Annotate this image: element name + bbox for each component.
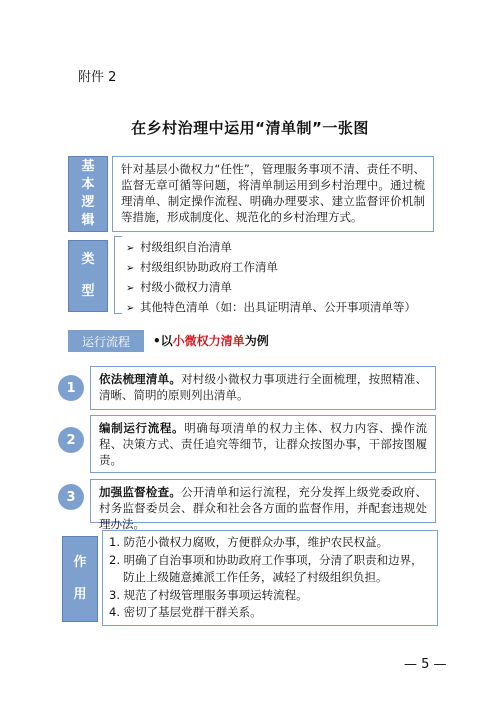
types-tag-char: 型	[81, 284, 95, 299]
list-item: 2. 明确了自治事项和协助政府工作事项，分清了职责和边界，	[109, 552, 423, 567]
page-title: 在乡村治理中运用“清单制”一张图	[131, 119, 369, 137]
logic-tag-char: 基	[81, 159, 95, 174]
effect-tag	[62, 536, 98, 622]
effect-tag-char: 用	[73, 587, 87, 602]
types-tag	[68, 240, 108, 312]
step-text: 对村级小微权力事项进行全面梳理，按照精准、清晰、简明的原则列出清单。	[99, 372, 428, 402]
arrow-icon: ➢	[126, 283, 135, 294]
step-heading: 加强监督检查。	[99, 485, 182, 499]
step-heading: 依法梳理清单。	[99, 372, 182, 386]
flow-note: •以小微权力清单为例	[153, 334, 269, 348]
logic-tag-char: 本	[81, 177, 95, 192]
types-tag-char: 类	[81, 252, 95, 267]
step-number: 1	[58, 375, 84, 401]
list-item: ➢ 村级组织协助政府工作清单	[126, 258, 416, 278]
list-item: 4. 密切了基层党群干群关系。	[109, 605, 262, 619]
list-item: 防止上级随意摊派工作任务，减轻了村级组织负担。	[123, 570, 388, 584]
logic-tag-char: 逻	[81, 195, 95, 210]
page-number: — 5 —	[404, 657, 447, 672]
list-item: ➢ 村级组织自治清单	[126, 238, 416, 258]
arrow-icon: ➢	[126, 243, 135, 254]
flow-label: 运行流程	[68, 330, 144, 352]
logic-text: 针对基层小微权力“任性”，管理服务事项不清、责任不明、监督无章可循等问题，将清单制运用到乡村治理中。通过梳理清单、制定操作流程、明确办理要求、建立监督评价机制等措施，形成制度化、规范化的乡村治理方式。	[121, 162, 425, 224]
step-text: 公开清单和运行流程，充分发挥上级党委政府、村务监督委员会、群众和社会各方面的监督作用，并配套违规处理办法。	[99, 485, 428, 531]
list-item: 3. 规范了村级管理服务事项运转流程。	[109, 587, 308, 602]
types-bracket	[114, 236, 122, 314]
step-number: 2	[58, 427, 84, 453]
flow-note-highlight: 小微权力清单	[172, 334, 245, 348]
logic-tag	[68, 156, 108, 232]
step-box	[90, 415, 436, 473]
effect-tag-char: 作	[73, 555, 87, 570]
effect-box	[102, 530, 438, 626]
step-text: 明确每项清单的权力主体、权力内容、操作流程、决策方式、责任追究等细节，让群众按图办事，干部按图履责。	[99, 421, 428, 467]
list-item: ➢ 其他特色清单（如：出具证明清单、公开事项清单等）	[126, 298, 416, 318]
step-box	[90, 366, 436, 410]
logic-tag-char: 辑	[81, 213, 95, 228]
step-number: 3	[58, 484, 84, 510]
list-item: 1. 防范小微权力腐败，方便群众办事，维护农民权益。	[109, 535, 389, 549]
arrow-icon: ➢	[126, 263, 135, 274]
logic-box	[112, 156, 434, 232]
arrow-icon: ➢	[126, 303, 135, 314]
step-heading: 编制运行流程。	[99, 421, 185, 435]
list-item: ➢ 村级小微权力清单	[126, 278, 416, 298]
attachment-label: 附件 2	[78, 70, 117, 85]
types-list	[126, 238, 416, 318]
step-box	[90, 479, 436, 531]
